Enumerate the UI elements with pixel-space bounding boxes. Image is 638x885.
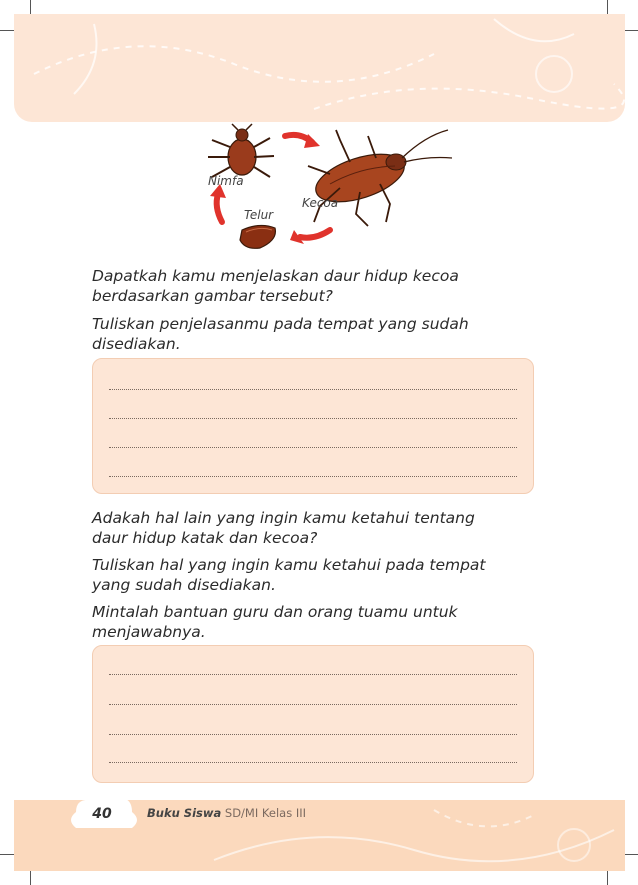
book-title: Buku Siswa — [147, 806, 222, 820]
crop-mark — [624, 30, 638, 31]
crop-mark — [30, 0, 31, 14]
page-number: 40 — [92, 806, 112, 822]
crop-mark — [30, 871, 31, 885]
answer-line[interactable] — [109, 447, 517, 448]
answer-box-1[interactable] — [92, 358, 534, 494]
cockroach-life-cycle-diagram — [190, 122, 460, 257]
label-egg: Telur — [244, 208, 274, 222]
crop-mark — [607, 0, 608, 14]
answer-line[interactable] — [109, 418, 517, 419]
question-2-text: Adakah hal lain yang ingin kamu ketahui tentang daur hidup katak dan kecoa? — [92, 509, 475, 547]
footer-book-title — [147, 806, 306, 820]
label-cockroach: Kecoa — [302, 196, 339, 210]
answer-line[interactable] — [109, 704, 517, 705]
answer-line[interactable] — [109, 762, 517, 763]
life-cycle-illustration — [190, 122, 460, 257]
question-2-help: Mintalah bantuan guru dan orang tuamu untuk menjawabnya. — [92, 603, 458, 641]
answer-line[interactable] — [109, 389, 517, 390]
crop-mark — [624, 854, 638, 855]
egg-illustration — [240, 225, 275, 248]
decorative-swirls — [14, 14, 625, 122]
label-nymph: Nimfa — [208, 174, 244, 188]
nymph-illustration — [208, 124, 274, 177]
answer-line[interactable] — [109, 674, 517, 675]
cockroach-illustration — [308, 130, 452, 226]
book-subtitle: SD/MI Kelas III — [224, 806, 307, 820]
question-2-instruction: Tuliskan hal yang ingin kamu ketahui pada tempat yang sudah disediakan. — [92, 556, 486, 594]
answer-line[interactable] — [109, 476, 517, 477]
answer-box-2[interactable] — [92, 645, 534, 783]
crop-mark — [607, 871, 608, 885]
question-1-instruction: Tuliskan penjelasanmu pada tempat yang sudah disediakan. — [92, 315, 469, 353]
question-1-text: Dapatkah kamu menjelaskan daur hidup kecoa berdasarkan gambar tersebut? — [92, 267, 459, 305]
crop-mark — [0, 854, 14, 855]
header-band — [14, 14, 625, 122]
answer-line[interactable] — [109, 734, 517, 735]
crop-mark — [0, 30, 14, 31]
